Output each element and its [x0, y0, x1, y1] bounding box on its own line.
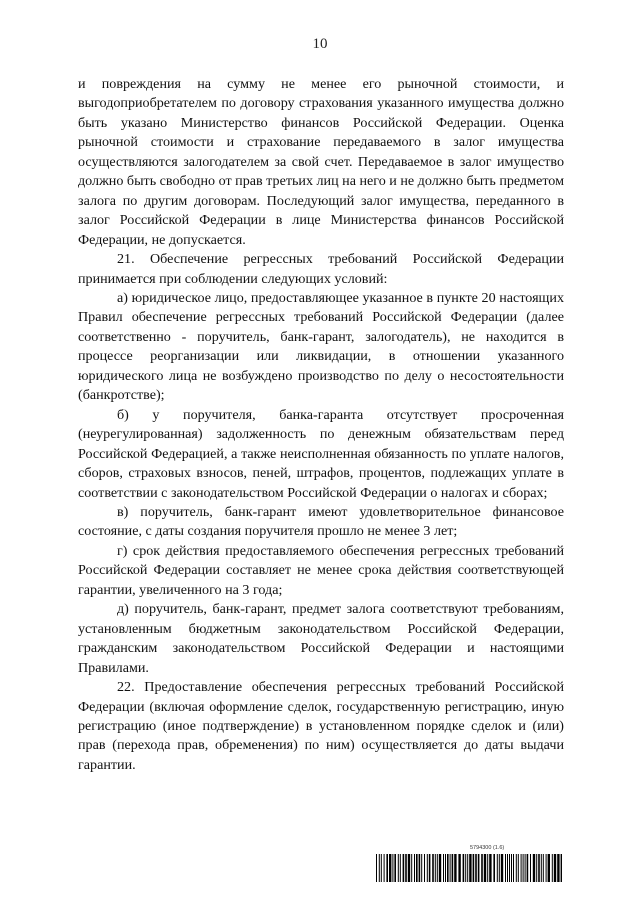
paragraph: д) поручитель, банк-гарант, предмет залога соответствуют требованиям, установленным бюджетным законодательством Российской Федерации, гражданским законодательством Российской Федерации и настоящими Правилами. — [78, 601, 564, 676]
barcode-number: 5794300 (1.6) — [470, 845, 505, 851]
page-number: 10 — [312, 36, 328, 52]
barcode-icon — [376, 854, 562, 882]
paragraph: 21. Обеспечение регрессных требований Российской Федерации принимается при соблюдении следующих условий: — [78, 251, 564, 287]
document-body — [78, 75, 564, 775]
paragraph: и повреждения на сумму не менее его рыночной стоимости, и выгодоприобретателем по договору страхования указанного имущества должно быть указано Министерство финансов Российской Федерации. Оценка рыночной стоимости и страхование передаваемого в залог имущества осуществляются залогодателем за свой счет. Передаваемое в залог имущество должно быть свободно от прав третьих лиц на него и не должно быть предметом залога по другим договорам. Последующий залог имущества, переданного в залог Российской Федерации в лице Министерства финансов Российской Федерации, не допускается. — [78, 76, 565, 248]
paragraph: а) юридическое лицо, предоставляющее указанное в пункте 20 настоящих Правил обеспечение регрессных требований Российской Федерации (далее соответственно - поручитель, банк-гарант, залогодатель), не находится в процессе реорганизации или ликвидации, в отношении указанного юридического лица не возбуждено производство по делу о несостоятельности (банкротстве); — [78, 289, 564, 404]
paragraph: б) у поручителя, банка-гаранта отсутствует просроченная (неурегулированная) задолженность по денежным обязательствам перед Российской Федерацией, а также неисполненная обязанность по уплате налогов, сборов, страховых взносов, пеней, штрафов, процентов, подлежащих уплате в соответствии с законодательством Российской Федерации о налогах и сборах; — [78, 406, 564, 501]
paragraph: в) поручитель, банк-гарант имеют удовлетворительное финансовое состояние, с даты создания поручителя прошло не менее 3 лет; — [78, 503, 564, 540]
barcode-block — [376, 845, 562, 885]
paragraph: г) срок действия предоставляемого обеспечения регрессных требований Российской Федерации составляет не менее срока действия соответствующей гарантии, увеличенного на 3 года; — [78, 542, 564, 598]
paragraph: 22. Предоставление обеспечения регрессных требований Российской Федерации (включая оформление сделок, государственную регистрацию, иную регистрацию (иное подтверждение) в установленном порядке сделок и (или) прав (перехода прав, обременения) по ним) осуществляется до даты выдачи гарантии. — [78, 679, 564, 773]
